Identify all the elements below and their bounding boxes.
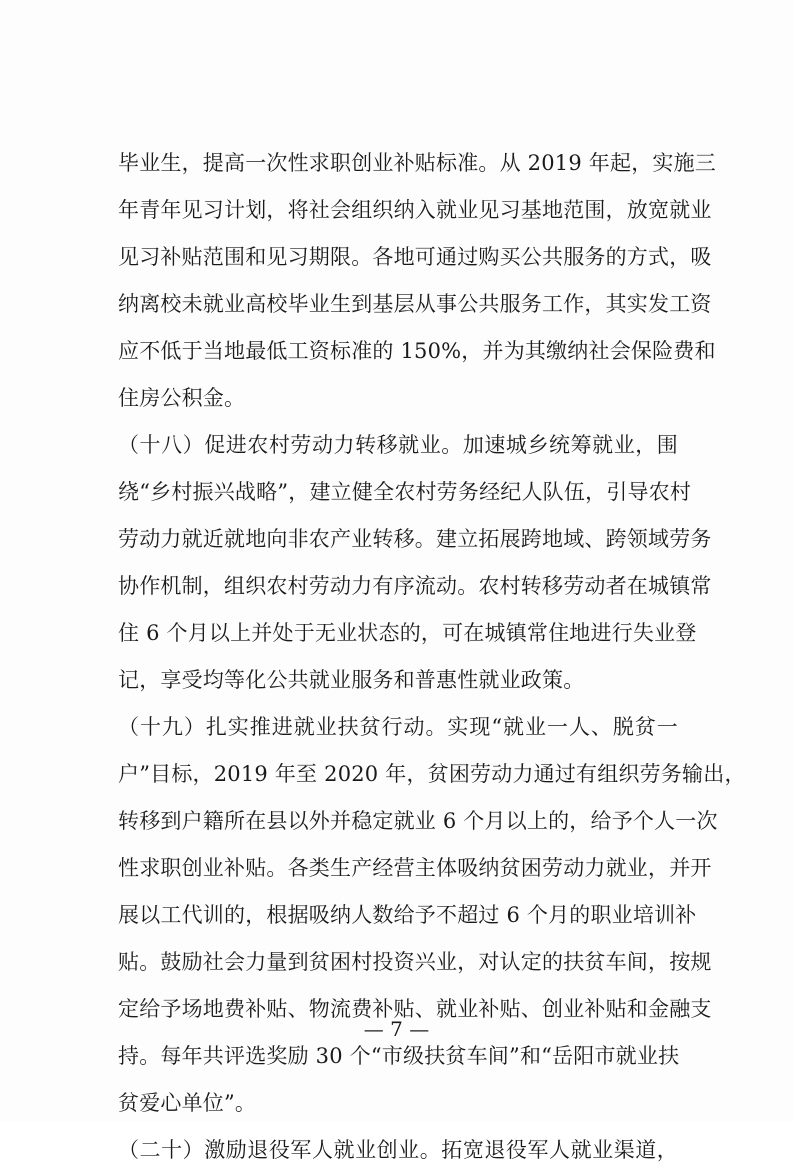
text-line: 展以工代训的，根据吸纳人数给予不超过 6 个月的职业培训补 [118, 903, 697, 927]
text-line: 绕“乡村振兴战略”，建立健全农村劳务经纪人队伍，引导农村 [118, 480, 692, 504]
text-line: 住 6 个月以上并处于无业状态的，可在城镇常住地进行失业登 [118, 621, 697, 645]
text-line: 转移到户籍所在县以外并稳定就业 6 个月以上的，给予个人一次 [118, 809, 718, 833]
page-number: — 7 — [363, 1017, 430, 1041]
text-line: 纳离校未就业高校毕业生到基层从事公共服务工作，其实发工资 [118, 292, 712, 316]
paragraph-heading-line: （十八）促进农村劳动力转移就业。加速城乡统筹就业，围 [118, 433, 678, 457]
text-line: 贴。鼓励社会力量到贫困村投资兴业，对认定的扶贫车间，按规 [118, 950, 712, 974]
text-line: 持。每年共评选奖励 30 个“市级扶贫车间”和“岳阳市就业扶 [118, 1044, 680, 1068]
text-line: 应不低于当地最低工资标准的 150%，并为其缴纳社会保险费和 [118, 339, 716, 363]
text-line: 住房公积金。 [118, 386, 246, 410]
text-line: 性求职创业补贴。各类生产经营主体吸纳贫困劳动力就业，并开 [118, 856, 712, 880]
text-line: 户”目标，2019 年至 2020 年，贫困劳动力通过有组织劳务输出， [118, 762, 746, 786]
text-line: 定给予场地费补贴、物流费补贴、就业补贴、创业补贴和金融支 [118, 997, 712, 1021]
text-line: 毕业生，提高一次性求职创业补贴标准。从 2019 年起，实施三 [118, 151, 716, 175]
paragraph-heading-line: （二十）激励退役军人就业创业。拓宽退役军人就业渠道， [118, 1138, 678, 1162]
paragraph-heading-line: （十九）扎实推进就业扶贫行动。实现“就业一人、脱贫一 [118, 715, 678, 739]
text-line: 记，享受均等化公共就业服务和普惠性就业政策。 [118, 668, 585, 692]
text-line: 见习补贴范围和见习期限。各地可通过购买公共服务的方式，吸 [118, 245, 712, 269]
text-line: 协作机制，组织农村劳动力有序流动。农村转移劳动者在城镇常 [118, 574, 712, 598]
text-line: 年青年见习计划，将社会组织纳入就业见习基地范围，放宽就业 [118, 198, 712, 222]
text-line: 劳动力就近就地向非农产业转移。建立拓展跨地域、跨领域劳务 [118, 527, 712, 551]
text-line: 贫爱心单位”。 [118, 1091, 257, 1115]
